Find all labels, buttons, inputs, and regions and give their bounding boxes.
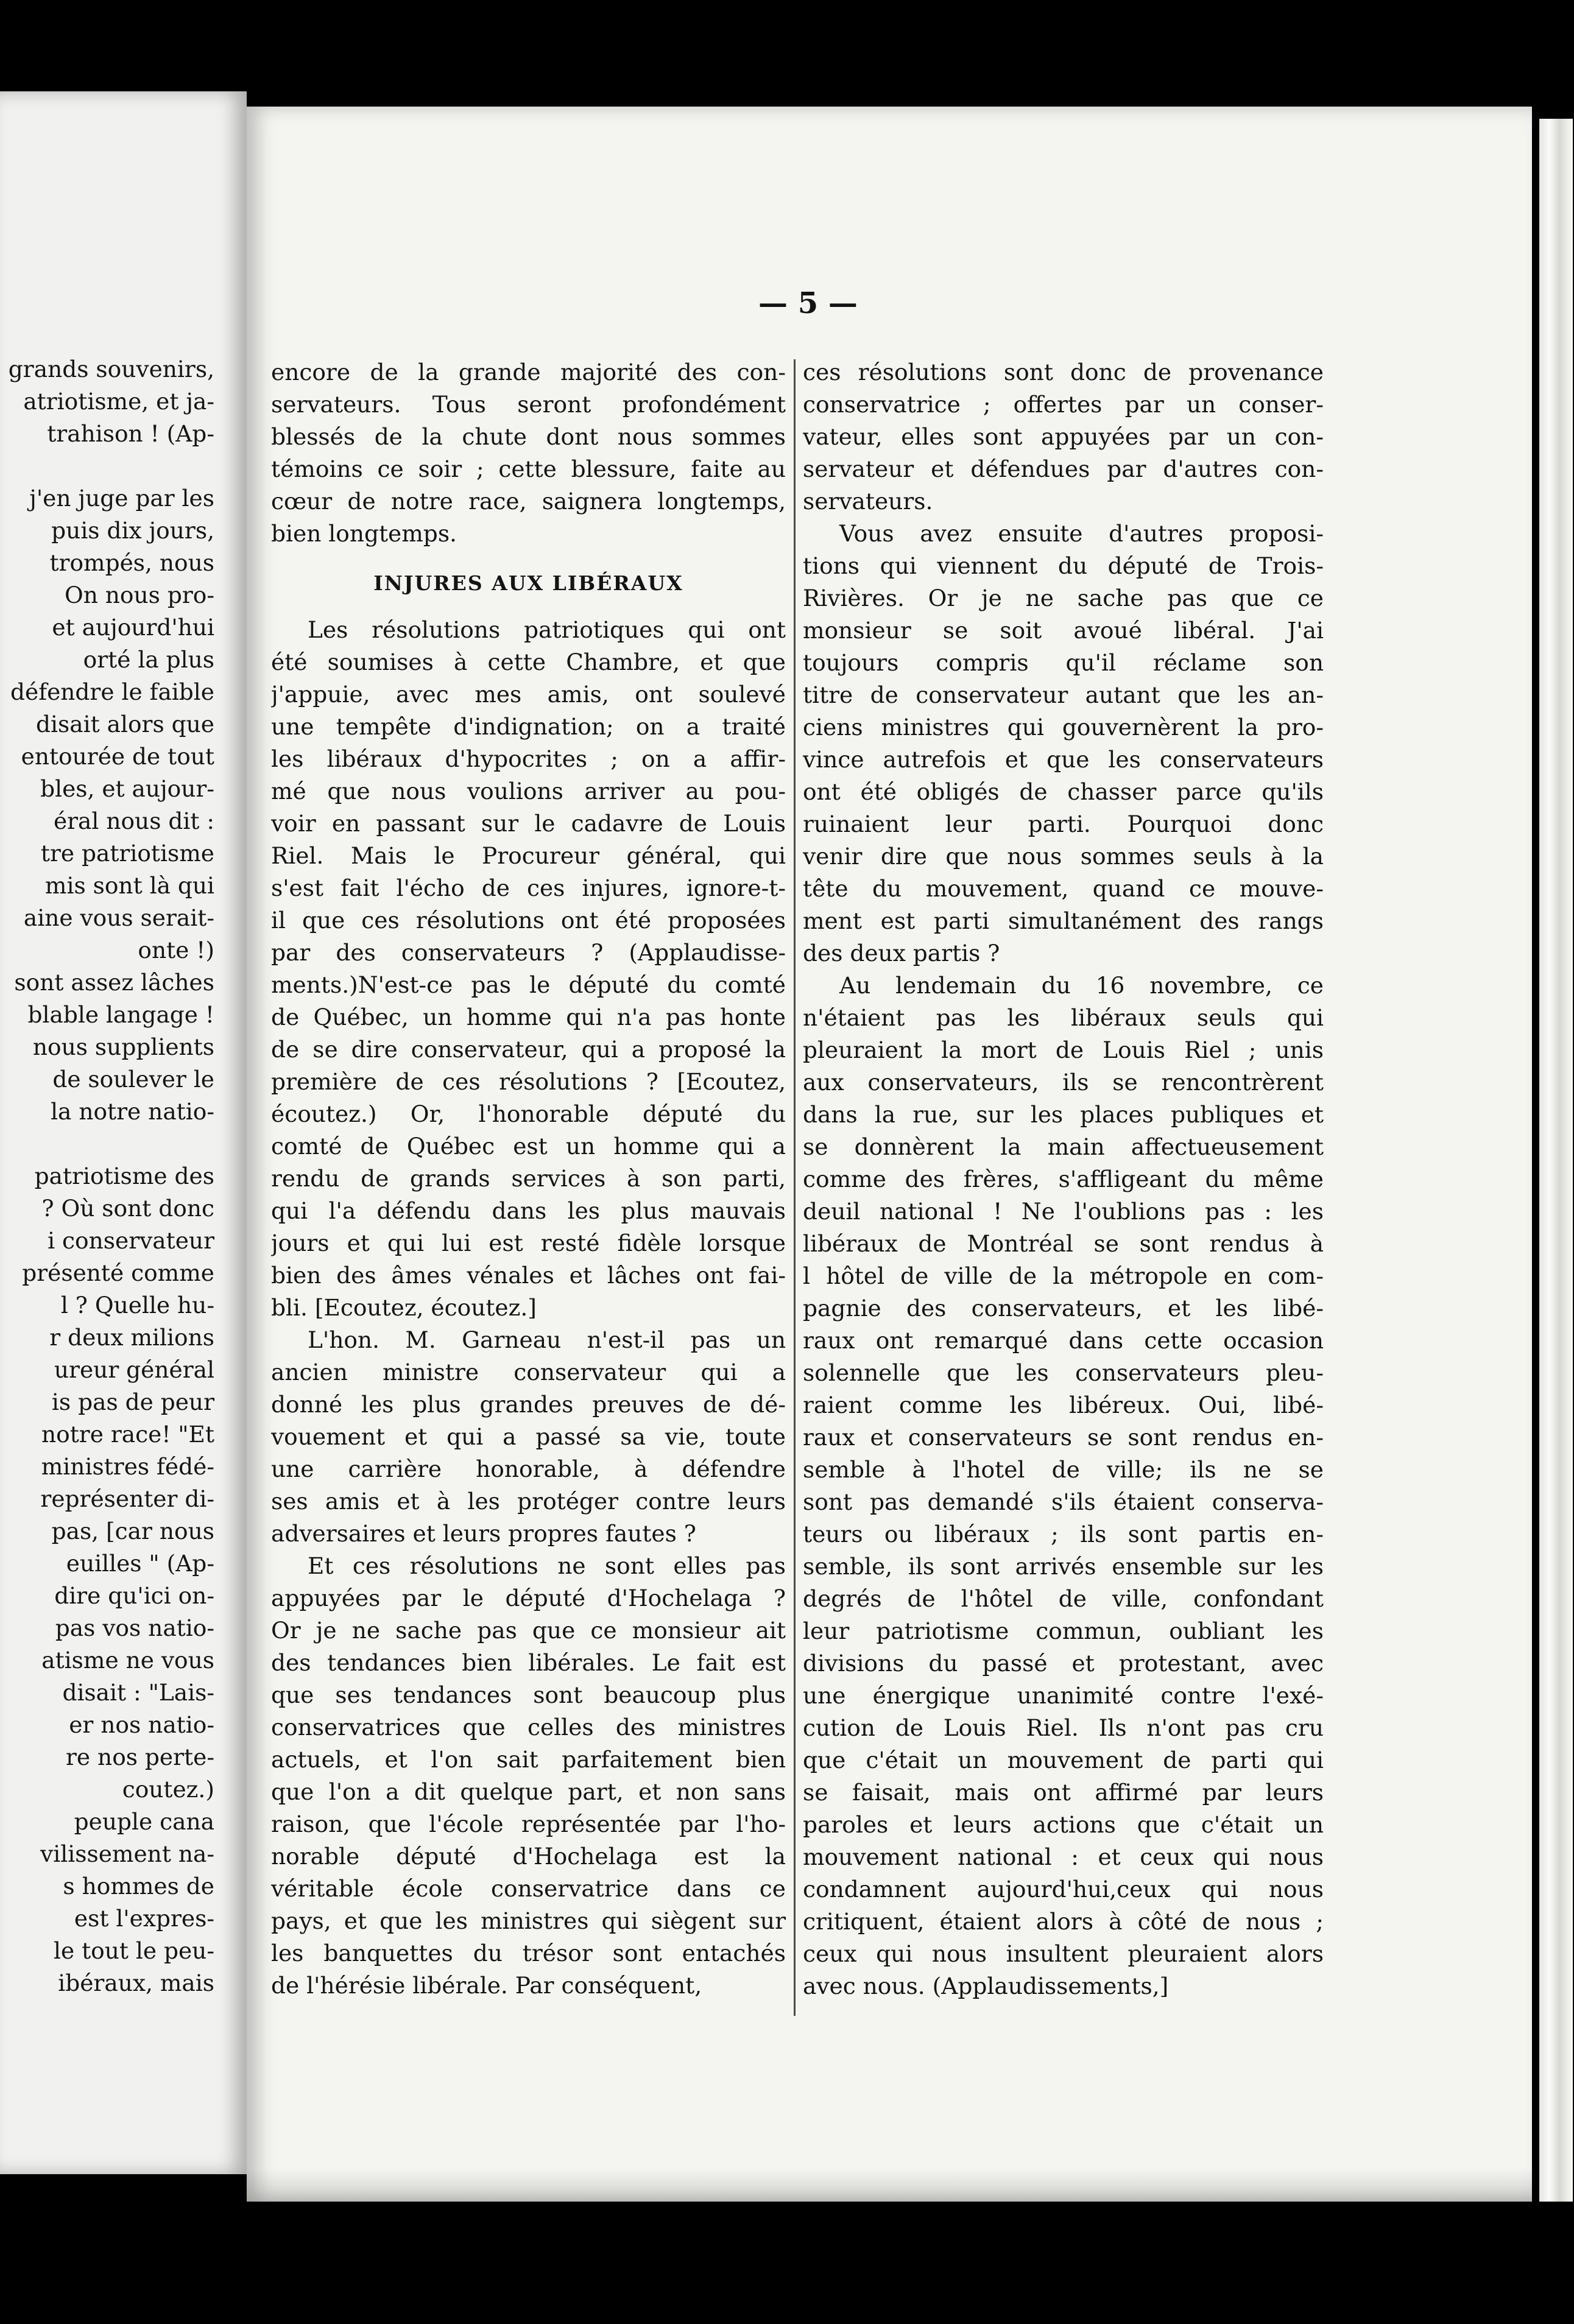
paragraph-line: Or je ne sache pas que ce monsieur ait <box>271 1617 786 1644</box>
paragraph-line: Riel. Mais le Procureur général, qui <box>271 842 786 869</box>
left-page-line: j'en juge par les <box>29 485 214 512</box>
paragraph-line: critiquent, étaient alors à côté de nous ; <box>803 1908 1324 1935</box>
left-page-line: i conservateur <box>48 1227 214 1254</box>
paragraph-line: toujours compris qu'il réclame son <box>803 649 1324 676</box>
left-page-line: r deux milions <box>49 1324 214 1351</box>
paragraph-line: L'hon. M. Garneau n'est-il pas un <box>308 1326 786 1353</box>
paragraph-line: avec nous. (Applaudissements,] <box>803 1973 1169 1999</box>
paragraph-line: leur patriotisme commun, oubliant les <box>803 1618 1324 1644</box>
paragraph-line: donné les plus grandes preuves de dé- <box>271 1391 786 1418</box>
paragraph-line: vateur, elles sont appuyées par un con- <box>803 423 1324 450</box>
left-page-line: ministres fédé- <box>41 1453 214 1480</box>
left-page-line: orté la plus <box>83 646 214 673</box>
left-page-line: ibéraux, mais <box>58 1970 214 1996</box>
left-page-fragment <box>0 91 247 2174</box>
paragraph-line: par des conservateurs ? (Applaudisse- <box>271 939 786 966</box>
paragraph-line: j'appuie, avec mes amis, ont soulevé <box>271 681 786 708</box>
paragraph-line: raient comme les libéreux. Oui, libé- <box>803 1392 1324 1418</box>
left-page-line: onte !) <box>138 937 214 963</box>
paragraph-line: actuels, et l'on sait parfaitement bien <box>271 1746 786 1773</box>
paragraph-line: conservatrices que celles des ministres <box>271 1714 786 1741</box>
left-page-line: ? Où sont donc <box>41 1195 214 1222</box>
paragraph-line: condamnent aujourd'hui,ceux qui nous <box>803 1876 1324 1903</box>
left-page-line: trompés, nous <box>49 549 214 576</box>
paragraph-line: n'étaient pas les libéraux seuls qui <box>803 1004 1324 1031</box>
left-page-line: défendre le faible <box>10 678 214 705</box>
paragraph-line: norable député d'Hochelaga est la <box>271 1843 786 1870</box>
left-page-line: représenter di- <box>40 1485 214 1512</box>
paragraph-line: rendu de grands services à son parti, <box>271 1165 786 1192</box>
paragraph-line: ont été obligés de chasser parce qu'ils <box>803 778 1324 805</box>
paragraph-line: degrés de l'hôtel de ville, confondant <box>803 1585 1324 1612</box>
paragraph-line: une tempête d'indignation; on a traité <box>271 713 786 740</box>
paragraph-line: libéraux de Montréal se sont rendus à <box>803 1230 1324 1257</box>
paragraph-line: ment est parti simultanément des rangs <box>803 907 1324 934</box>
paragraph-line: cution de Louis Riel. Ils n'ont pas cru <box>803 1714 1324 1741</box>
page-bottom-shadow <box>247 2168 1532 2202</box>
paragraph-line: Et ces résolutions ne sont elles pas <box>308 1552 786 1579</box>
paragraph-line: appuyées par le député d'Hochelaga ? <box>271 1585 786 1611</box>
paragraph-line: bien des âmes vénales et lâches ont fai- <box>271 1262 786 1289</box>
paragraph-line: écoutez.) Or, l'honorable député du <box>271 1100 786 1127</box>
paragraph-line: se faisait, mais ont affirmé par leurs <box>803 1779 1324 1806</box>
paragraph-line: il que ces résolutions ont été proposées <box>271 907 786 934</box>
text-column-left <box>271 356 786 2002</box>
paragraph-line: ancien ministre conservateur qui a <box>271 1359 786 1386</box>
paragraph-line: semble, ils sont arrivés ensemble sur les <box>803 1553 1324 1580</box>
paragraph-line: une énergique unanimité contre l'exé- <box>803 1682 1324 1709</box>
left-page-line: notre race! "Et <box>41 1421 214 1448</box>
paragraph-line: de se dire conservateur, qui a proposé la <box>271 1036 786 1063</box>
left-page-line: mis sont là qui <box>44 872 214 899</box>
paragraph-line: blessés de la chute dont nous sommes <box>271 423 786 450</box>
paragraph-line: conservatrice ; offertes par un conser- <box>803 391 1324 418</box>
paragraph-line: été soumises à cette Chambre, et que <box>271 649 786 675</box>
paragraph-line: que ses tendances sont beaucoup plus <box>271 1681 786 1708</box>
page-edge <box>1539 119 1573 2202</box>
paragraph-line: mouvement national : et ceux qui nous <box>803 1843 1324 1870</box>
left-page-line: atisme ne vous <box>41 1647 214 1674</box>
left-page-line: atriotisme, et ja- <box>23 388 214 415</box>
paragraph-line: de l'hérésie libérale. Par conséquent, <box>271 1972 702 1999</box>
left-page-line: le tout le peu- <box>53 1937 214 1964</box>
paragraph-line: servateur et défendues par d'autres con- <box>803 456 1324 482</box>
paragraph-line: les libéraux d'hypocrites ; on a affir- <box>271 745 786 772</box>
paragraph-line: pagnie des conservateurs, et les libé- <box>803 1295 1324 1322</box>
left-page-line: coutez.) <box>122 1776 214 1803</box>
paragraph-line: cœur de notre race, saignera longtemps, <box>271 488 786 515</box>
left-page-line: présenté comme <box>22 1259 214 1286</box>
paragraph-line: venir dire que nous sommes seuls à la <box>803 843 1324 870</box>
paragraph-line: ments.)N'est-ce pas le député du comté <box>271 971 786 998</box>
left-page-line: entourée de tout <box>21 743 214 770</box>
left-page-line: vilissement na- <box>40 1840 214 1867</box>
left-page-line: trahison ! (Ap- <box>47 420 214 447</box>
paragraph-line: comme des frères, s'affligeant du même <box>803 1166 1324 1192</box>
paragraph-line: titre de conservateur autant que les an- <box>803 681 1324 708</box>
paragraph-line: ses amis et à les protéger contre leurs <box>271 1488 786 1515</box>
left-page-line: puis dix jours, <box>51 517 214 544</box>
paragraph-line: deuil national ! Ne l'oublions pas : les <box>803 1198 1324 1225</box>
paragraph-line: solennelle que les conservateurs pleu- <box>803 1359 1324 1386</box>
paragraph-line: des deux partis ? <box>803 940 1000 967</box>
left-page-gap <box>0 1128 214 1160</box>
left-page-line: est l'expres- <box>74 1905 214 1932</box>
paragraph-line: aux conservateurs, ils se rencontrèrent <box>803 1069 1324 1096</box>
paragraph-line: ces résolutions sont donc de provenance <box>803 359 1324 386</box>
paragraph-line: monsieur se soit avoué libéral. J'ai <box>803 617 1324 644</box>
left-page-line: dire qu'ici on- <box>54 1582 214 1609</box>
paragraph-line: tête du mouvement, quand ce mouve- <box>803 875 1324 902</box>
paragraph-line: ciens ministres qui gouvernèrent la pro- <box>803 714 1324 741</box>
left-page-line: peuple cana <box>74 1808 214 1835</box>
paragraph-line: dans la rue, sur les places publiques et <box>803 1101 1324 1128</box>
left-page-line: pas vos natio- <box>55 1614 214 1641</box>
left-page-line: er nos natio- <box>69 1711 214 1738</box>
paragraph-line: servateurs. <box>803 488 933 515</box>
paragraph-line: s'est fait l'écho de ces injures, ignore-t- <box>271 875 786 901</box>
left-page-line: patriotisme des <box>34 1163 214 1189</box>
left-page-line: aine vous serait- <box>23 904 214 931</box>
left-page-line: blable langage ! <box>27 1001 214 1028</box>
left-page-line: tre patriotisme <box>40 840 214 867</box>
paragraph-line: de Québec, un homme qui n'a pas honte <box>271 1004 786 1030</box>
paragraph-line: les banquettes du trésor sont entachés <box>271 1940 786 1967</box>
paragraph-line: teurs ou libéraux ; ils sont partis en- <box>803 1521 1324 1548</box>
paragraph-line: pays, et que les ministres qui siègent sur <box>271 1907 786 1934</box>
left-page-gap <box>0 450 214 482</box>
paragraph-line: mé que nous voulions arriver au pou- <box>271 778 786 805</box>
paragraph-line: première de ces résolutions ? [Ecoutez, <box>271 1068 786 1095</box>
paragraph-line: ceux qui nous insultent pleuraient alors <box>803 1940 1324 1967</box>
paragraph-line: Au lendemain du 16 novembre, ce <box>839 972 1324 999</box>
paragraph-line: sont pas demandé s'ils étaient conserva- <box>803 1488 1324 1515</box>
paragraph-line: se donnèrent la main affectueusement <box>803 1133 1324 1160</box>
paragraph-line: Vous avez ensuite d'autres proposi- <box>839 520 1324 547</box>
paragraph-line: bli. [Ecoutez, écoutez.] <box>271 1294 537 1321</box>
paragraph-line: jours et qui lui est resté fidèle lorsque <box>271 1230 786 1256</box>
paragraph-line: témoins ce soir ; cette blessure, faite au <box>271 456 786 482</box>
section-heading: INJURES AUX LIBÉRAUX <box>373 571 683 595</box>
left-page-line: is pas de peur <box>51 1389 214 1415</box>
paragraph-line: voir en passant sur le cadavre de Louis <box>271 810 786 837</box>
paragraph-line: l hôtel de ville de la métropole en com- <box>803 1262 1324 1289</box>
left-page-line: euilles " (Ap- <box>66 1550 214 1577</box>
paragraph-line: servateurs. Tous seront profondément <box>271 391 786 418</box>
paragraph-line: paroles et leurs actions que c'était un <box>803 1811 1324 1838</box>
paragraph-line: une carrière honorable, à défendre <box>271 1456 786 1482</box>
paragraph-line: des tendances bien libérales. Le fait est <box>271 1649 786 1676</box>
left-page-line: éral nous dit : <box>53 808 214 834</box>
left-page-line: disait : "Lais- <box>62 1679 214 1706</box>
left-page-line: de soulever le <box>52 1066 214 1093</box>
paragraph-line: vouement et qui a passé sa vie, toute <box>271 1423 786 1450</box>
paragraph-line: encore de la grande majorité des con- <box>271 359 786 386</box>
left-page-line: ureur général <box>54 1356 214 1383</box>
paragraph-line: que l'on a dit quelque part, et non sans <box>271 1778 786 1805</box>
paragraph-line: que c'était un mouvement de parti qui <box>803 1747 1324 1773</box>
left-page-line: nous supplients <box>32 1033 214 1060</box>
paragraph-line: raison, que l'école représentée par l'ho- <box>271 1811 786 1837</box>
paragraph-line: tions qui viennent du député de Trois- <box>803 552 1324 579</box>
left-page-line: sont assez lâches <box>14 969 214 996</box>
paragraph-line: comté de Québec est un homme qui a <box>271 1133 786 1160</box>
text-column-right <box>803 356 1324 2002</box>
left-page-line: l ? Quelle hu- <box>60 1292 214 1319</box>
paragraph-line: Rivières. Or je ne sache pas que ce <box>803 585 1324 611</box>
column-divider <box>794 359 796 2016</box>
left-page-line: disait alors que <box>36 711 214 738</box>
paragraph-line: vince autrefois et que les conservateurs <box>803 746 1324 773</box>
left-page-line: On nous pro- <box>64 582 214 608</box>
left-page-line: la notre natio- <box>51 1098 214 1125</box>
page-number: — 5 — <box>758 286 858 320</box>
paragraph-line: divisions du passé et protestant, avec <box>803 1650 1324 1677</box>
paragraph-line: adversaires et leurs propres fautes ? <box>271 1520 696 1547</box>
left-page-line: pas, [car nous <box>51 1518 214 1544</box>
left-page-line: et aujourd'hui <box>52 614 214 641</box>
paragraph-line: véritable école conservatrice dans ce <box>271 1875 786 1902</box>
paragraph-line: pleuraient la mort de Louis Riel ; unis <box>803 1037 1324 1063</box>
paragraph-line: bien longtemps. <box>271 520 457 547</box>
paragraph-line: raux ont remarqué dans cette occasion <box>803 1327 1324 1354</box>
paragraph-line: raux et conservateurs se sont rendus en- <box>803 1424 1324 1451</box>
paragraph-line: qui l'a défendu dans les plus mauvais <box>271 1197 786 1224</box>
left-page-line: grands souvenirs, <box>8 356 214 382</box>
left-page-text <box>0 353 214 1999</box>
left-page-line: s hommes de <box>63 1873 214 1900</box>
left-page-line: re nos perte- <box>66 1744 214 1770</box>
paragraph-line: Les résolutions patriotiques qui ont <box>308 616 786 643</box>
left-page-line: bles, et aujour- <box>40 775 214 802</box>
paragraph-line: semble à l'hotel de ville; ils ne se <box>803 1456 1324 1483</box>
paragraph-line: ruinaient leur parti. Pourquoi donc <box>803 811 1324 837</box>
